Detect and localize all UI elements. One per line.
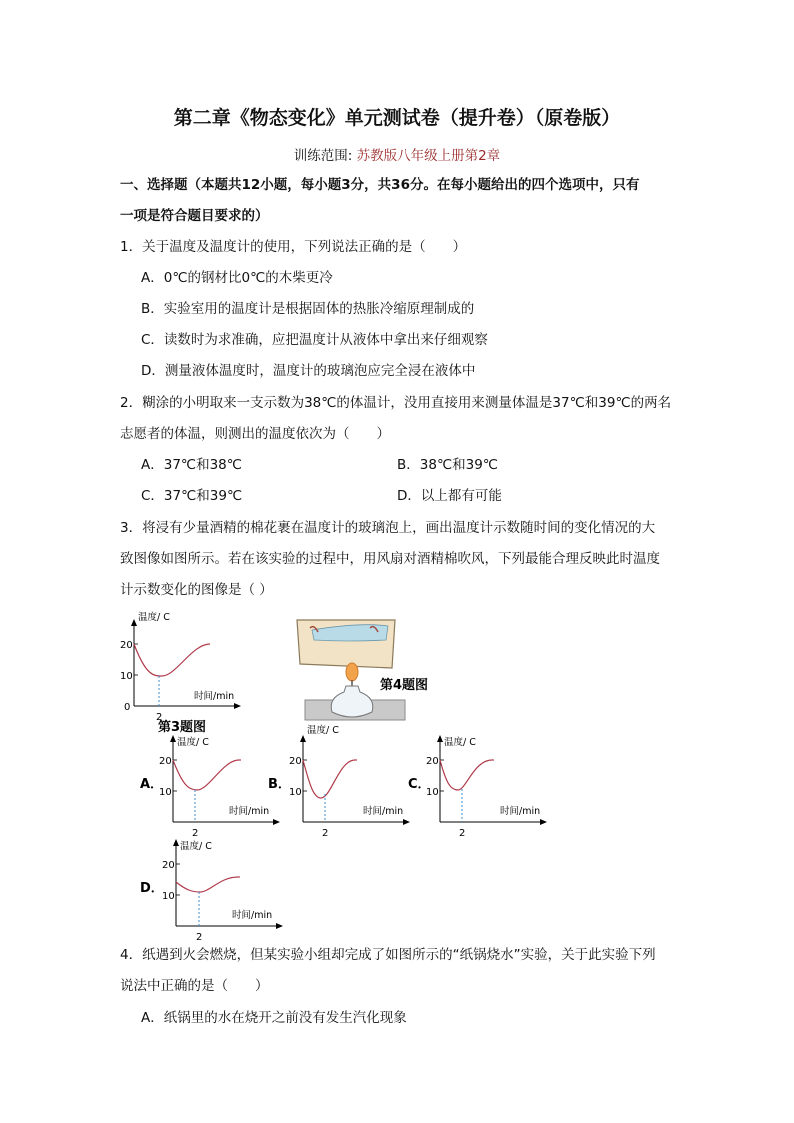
q4-stem-1: 4．纸遇到火会燃烧，但某实验小组却完成了如图所示的“纸锅烧水”实验，关于此实验下列: [120, 947, 656, 963]
q2-stem-1: 2．糊涂的小明取来一支示数为38℃的体温计，没用直接用来测量体温是37℃和39℃的两名: [120, 395, 672, 411]
a-x2: 2: [192, 828, 199, 839]
c-y10: 10: [426, 787, 439, 798]
main-y10: 10: [120, 671, 133, 682]
c-xlabel: 时间/min: [500, 806, 541, 817]
option-c-graph: [426, 735, 547, 839]
b-x2: 2: [322, 828, 329, 839]
q4-paper-pot-figure: [297, 620, 405, 720]
subtitle-prefix: 训练范围:: [293, 148, 353, 164]
section-heading-2: 一项是符合题目要求的）: [120, 208, 269, 224]
q3-fig-caption: 第3题图: [158, 720, 207, 735]
q1-option-b: B．实验室用的温度计是根据固体的热胀冷缩原理制成的: [141, 301, 475, 317]
main-y20: 20: [120, 640, 133, 651]
d-x2: 2: [196, 932, 203, 943]
main-x2: 2: [156, 712, 163, 723]
opt-b-label: B．: [268, 777, 291, 792]
q1-option-c: C．读数时为求准确，应把温度计从液体中拿出来仔细观察: [141, 332, 488, 348]
flame: [346, 663, 358, 681]
q2-option-a: A．37℃和38℃: [141, 457, 242, 473]
q4-stem-2: 说法中正确的是（ ）: [120, 978, 269, 994]
alcohol-lamp: [331, 686, 373, 717]
b-ylabel: 温度/ C: [307, 725, 339, 736]
q3-stem-2: 致图像如图所示。若在该实验的过程中，用风扇对酒精棉吹风，下列最能合理反映此时温度: [120, 551, 660, 567]
a-y20: 20: [159, 756, 172, 767]
c-y20: 20: [426, 756, 439, 767]
q3-stem-1: 3．将浸有少量酒精的棉花裹在温度计的玻璃泡上，画出温度计示数随时间的变化情况的大: [120, 520, 656, 536]
q2-stem-2: 志愿者的体温，则测出的温度依次为（ ）: [120, 426, 390, 442]
page-title: 第二章《物态变化》单元测试卷（提升卷）（原卷版）: [173, 107, 621, 129]
a-y10: 10: [159, 787, 172, 798]
main-origin: 0: [124, 702, 131, 713]
d-y20: 20: [162, 860, 175, 871]
option-b-graph: [289, 724, 410, 839]
opt-d-label: D．: [140, 881, 164, 896]
q1-option-d: D．测量液体温度时，温度计的玻璃泡应完全浸在液体中: [141, 363, 476, 379]
option-d-graph: [162, 839, 283, 943]
main-xlabel: 时间/min: [194, 691, 235, 702]
main-ylabel: 温度/ C: [138, 612, 170, 623]
c-ylabel: 温度/ C: [444, 737, 476, 748]
d-ylabel: 温度/ C: [180, 841, 212, 852]
main-graph-curve: [134, 644, 210, 676]
q4-fig-caption: 第4题图: [380, 678, 429, 693]
b-xlabel: 时间/min: [363, 806, 404, 817]
b-y20: 20: [289, 756, 302, 767]
c-x2: 2: [459, 828, 466, 839]
subtitle-range: 苏教版八年级上册第2章: [356, 148, 501, 164]
q2-option-b: B．38℃和39℃: [397, 457, 498, 473]
q3-main-graph: [120, 611, 241, 723]
d-y10: 10: [162, 891, 175, 902]
section-heading-1: 一、选择题（本题共12小题，每小题3分，共36分。在每小题给出的四个选项中，只有: [120, 177, 640, 193]
a-ylabel: 温度/ C: [177, 737, 209, 748]
q3-stem-3: 计示数变化的图像是（ ）: [120, 582, 273, 598]
opt-c-label: C．: [408, 777, 431, 792]
option-a-graph: [159, 735, 280, 839]
q4-option-a: A．纸锅里的水在烧开之前没有发生汽化现象: [141, 1010, 407, 1026]
q2-option-c: C．37℃和39℃: [141, 488, 243, 504]
q2-option-d: D．以上都有可能: [397, 488, 502, 504]
b-y10: 10: [289, 787, 302, 798]
q1-option-a: A．0℃的钢材比0℃的木柴更冷: [141, 270, 333, 286]
opt-a-label: A．: [140, 777, 164, 792]
d-xlabel: 时间/min: [232, 910, 273, 921]
q1-stem: 1．关于温度及温度计的使用，下列说法正确的是（ ）: [120, 239, 467, 255]
a-xlabel: 时间/min: [229, 806, 270, 817]
